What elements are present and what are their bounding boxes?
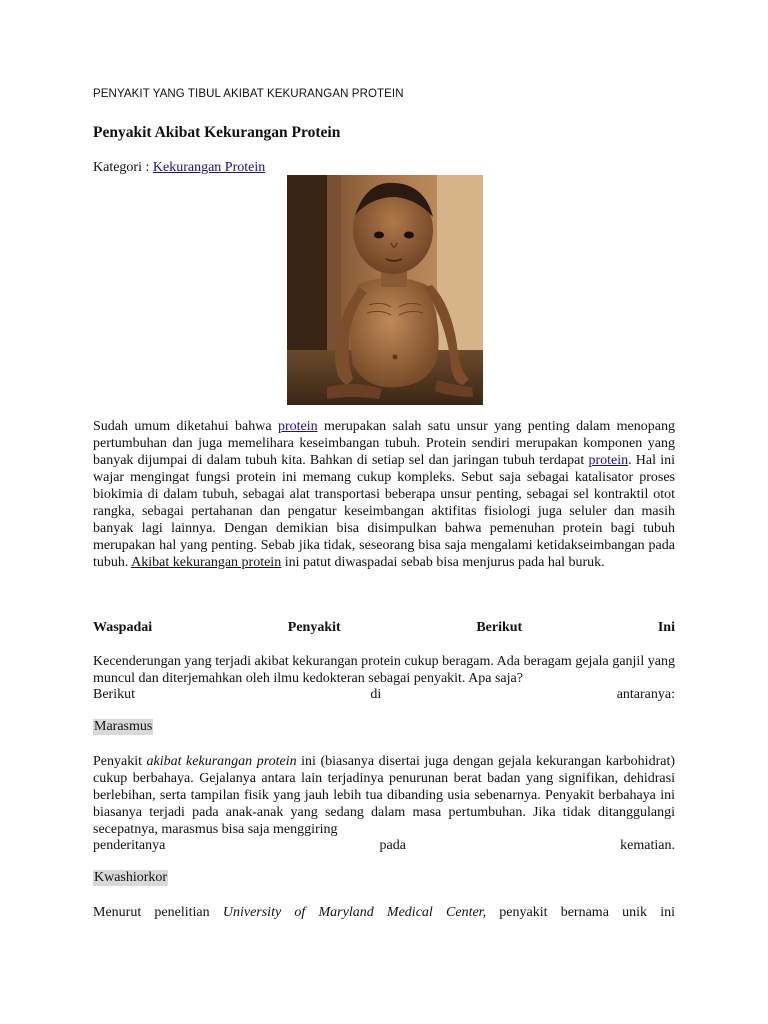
subheading-word-3: Berikut xyxy=(476,620,523,635)
akibat-kekurangan-protein-link[interactable]: Akibat kekurangan protein xyxy=(131,555,282,570)
paragraph-intro xyxy=(93,418,675,571)
paragraph-kecenderungan: Kecenderungan yang terjadi akibat kekurangan protein cukup beragam. Ada beragam gejala ganjil yang muncul dan diterjemahkan oleh ilmu kedokteran sebagai penyakit. Apa saja? xyxy=(93,654,675,686)
marasmus-text-1: Penyakit xyxy=(93,754,147,769)
intro-text-2: merupakan salah satu unsur yang penting dalam menopang pertumbuhan dan juga memelihara keseimbangan tubuh. Protein sendiri merupakan komponen yang banyak dijumpai di dalam tubuh kita. Bahkan di setiap sel dan jaringan tubuh terdapat xyxy=(93,419,675,468)
last-line-word-3: antaranya: xyxy=(616,687,675,702)
kwashiorkor-emphasis: University of Maryland Medical Center, xyxy=(222,905,487,920)
document-heading: PENYAKIT YANG TIBUL AKIBAT KEKURANGAN PROTEIN xyxy=(93,88,404,100)
protein-link-2[interactable]: protein xyxy=(588,453,629,468)
marasmus-last-word-2: pada xyxy=(379,838,406,853)
section-kwashiorkor-heading: Kwashiorkor xyxy=(94,870,168,885)
category-link[interactable]: Kekurangan Protein xyxy=(152,160,266,175)
last-line-word-2: di xyxy=(370,687,382,702)
subheading-word-1: Waspadai xyxy=(93,620,153,635)
marasmus-last-word-1: penderitanya xyxy=(93,838,166,853)
subheading-word-4: Ini xyxy=(657,620,675,635)
section-marasmus-heading: Marasmus xyxy=(94,719,153,734)
last-line-word-1: Berikut xyxy=(93,687,135,702)
intro-text-4: ini patut diwaspadai sebab bisa menjurus pada hal buruk. xyxy=(281,555,605,570)
section-heading-waspadai xyxy=(93,620,675,636)
kwashiorkor-text-1: Menurut penelitian xyxy=(93,905,223,920)
subheading-word-2: Penyakit xyxy=(287,620,341,635)
paragraph-kwashiorkor xyxy=(93,904,675,921)
paragraph-marasmus-last-line xyxy=(93,838,675,854)
paragraph-marasmus xyxy=(93,753,675,838)
category-label: Kategori : xyxy=(93,160,153,175)
marasmus-text-2: ini (biasanya disertai juga dengan gejala kekurangan karbohidrat) cukup berbahaya. Gejalanya antara lain terjadinya penurunan berat badan yang signifikan, dehidrasi berlebihan, serta tampilan fisik yang jauh lebih tua dibanding usia sebenarnya. Penyakit berbahaya ini biasanya terjadi pada anak-anak yang sedang dalam masa pertumbuhan. Jika tidak ditanggulangi secepatnya, marasmus bisa saja menggiring xyxy=(93,754,675,837)
paragraph-kecenderungan-last-line xyxy=(93,687,675,703)
marasmus-last-word-3: kematian. xyxy=(620,838,675,853)
intro-text-3: . Hal ini wajar mengingat fungsi protein ini memang cukup kompleks. Sebut saja sebagai katalisator proses biokimia di dalam tubuh, sebagai alat transportasi beberapa unsur penting, sebagai sel kontraktil otot rangka, sebagai pertahanan dan pengatur keseimbangan aktifitas fisiologi juga seluler dan masih banyak lagi lainnya. Dengan demikian bisa disimpulkan bahwa pemenuhan protein bagi tubuh merupakan hal yang penting. Sebab jika tidak, seseorang bisa saja mengalami ketidakseimbangan pada tubuh. xyxy=(93,453,675,570)
protein-link-1[interactable]: protein xyxy=(277,419,318,434)
marasmus-emphasis: akibat kekurangan protein xyxy=(146,754,297,769)
intro-text-1: Sudah umum diketahui bahwa xyxy=(93,419,278,434)
kwashiorkor-text-2: penyakit bernama unik ini xyxy=(486,905,676,920)
page-title: Penyakit Akibat Kekurangan Protein xyxy=(93,124,341,141)
category-line xyxy=(93,160,265,176)
malnourished-child-photo xyxy=(287,175,483,405)
